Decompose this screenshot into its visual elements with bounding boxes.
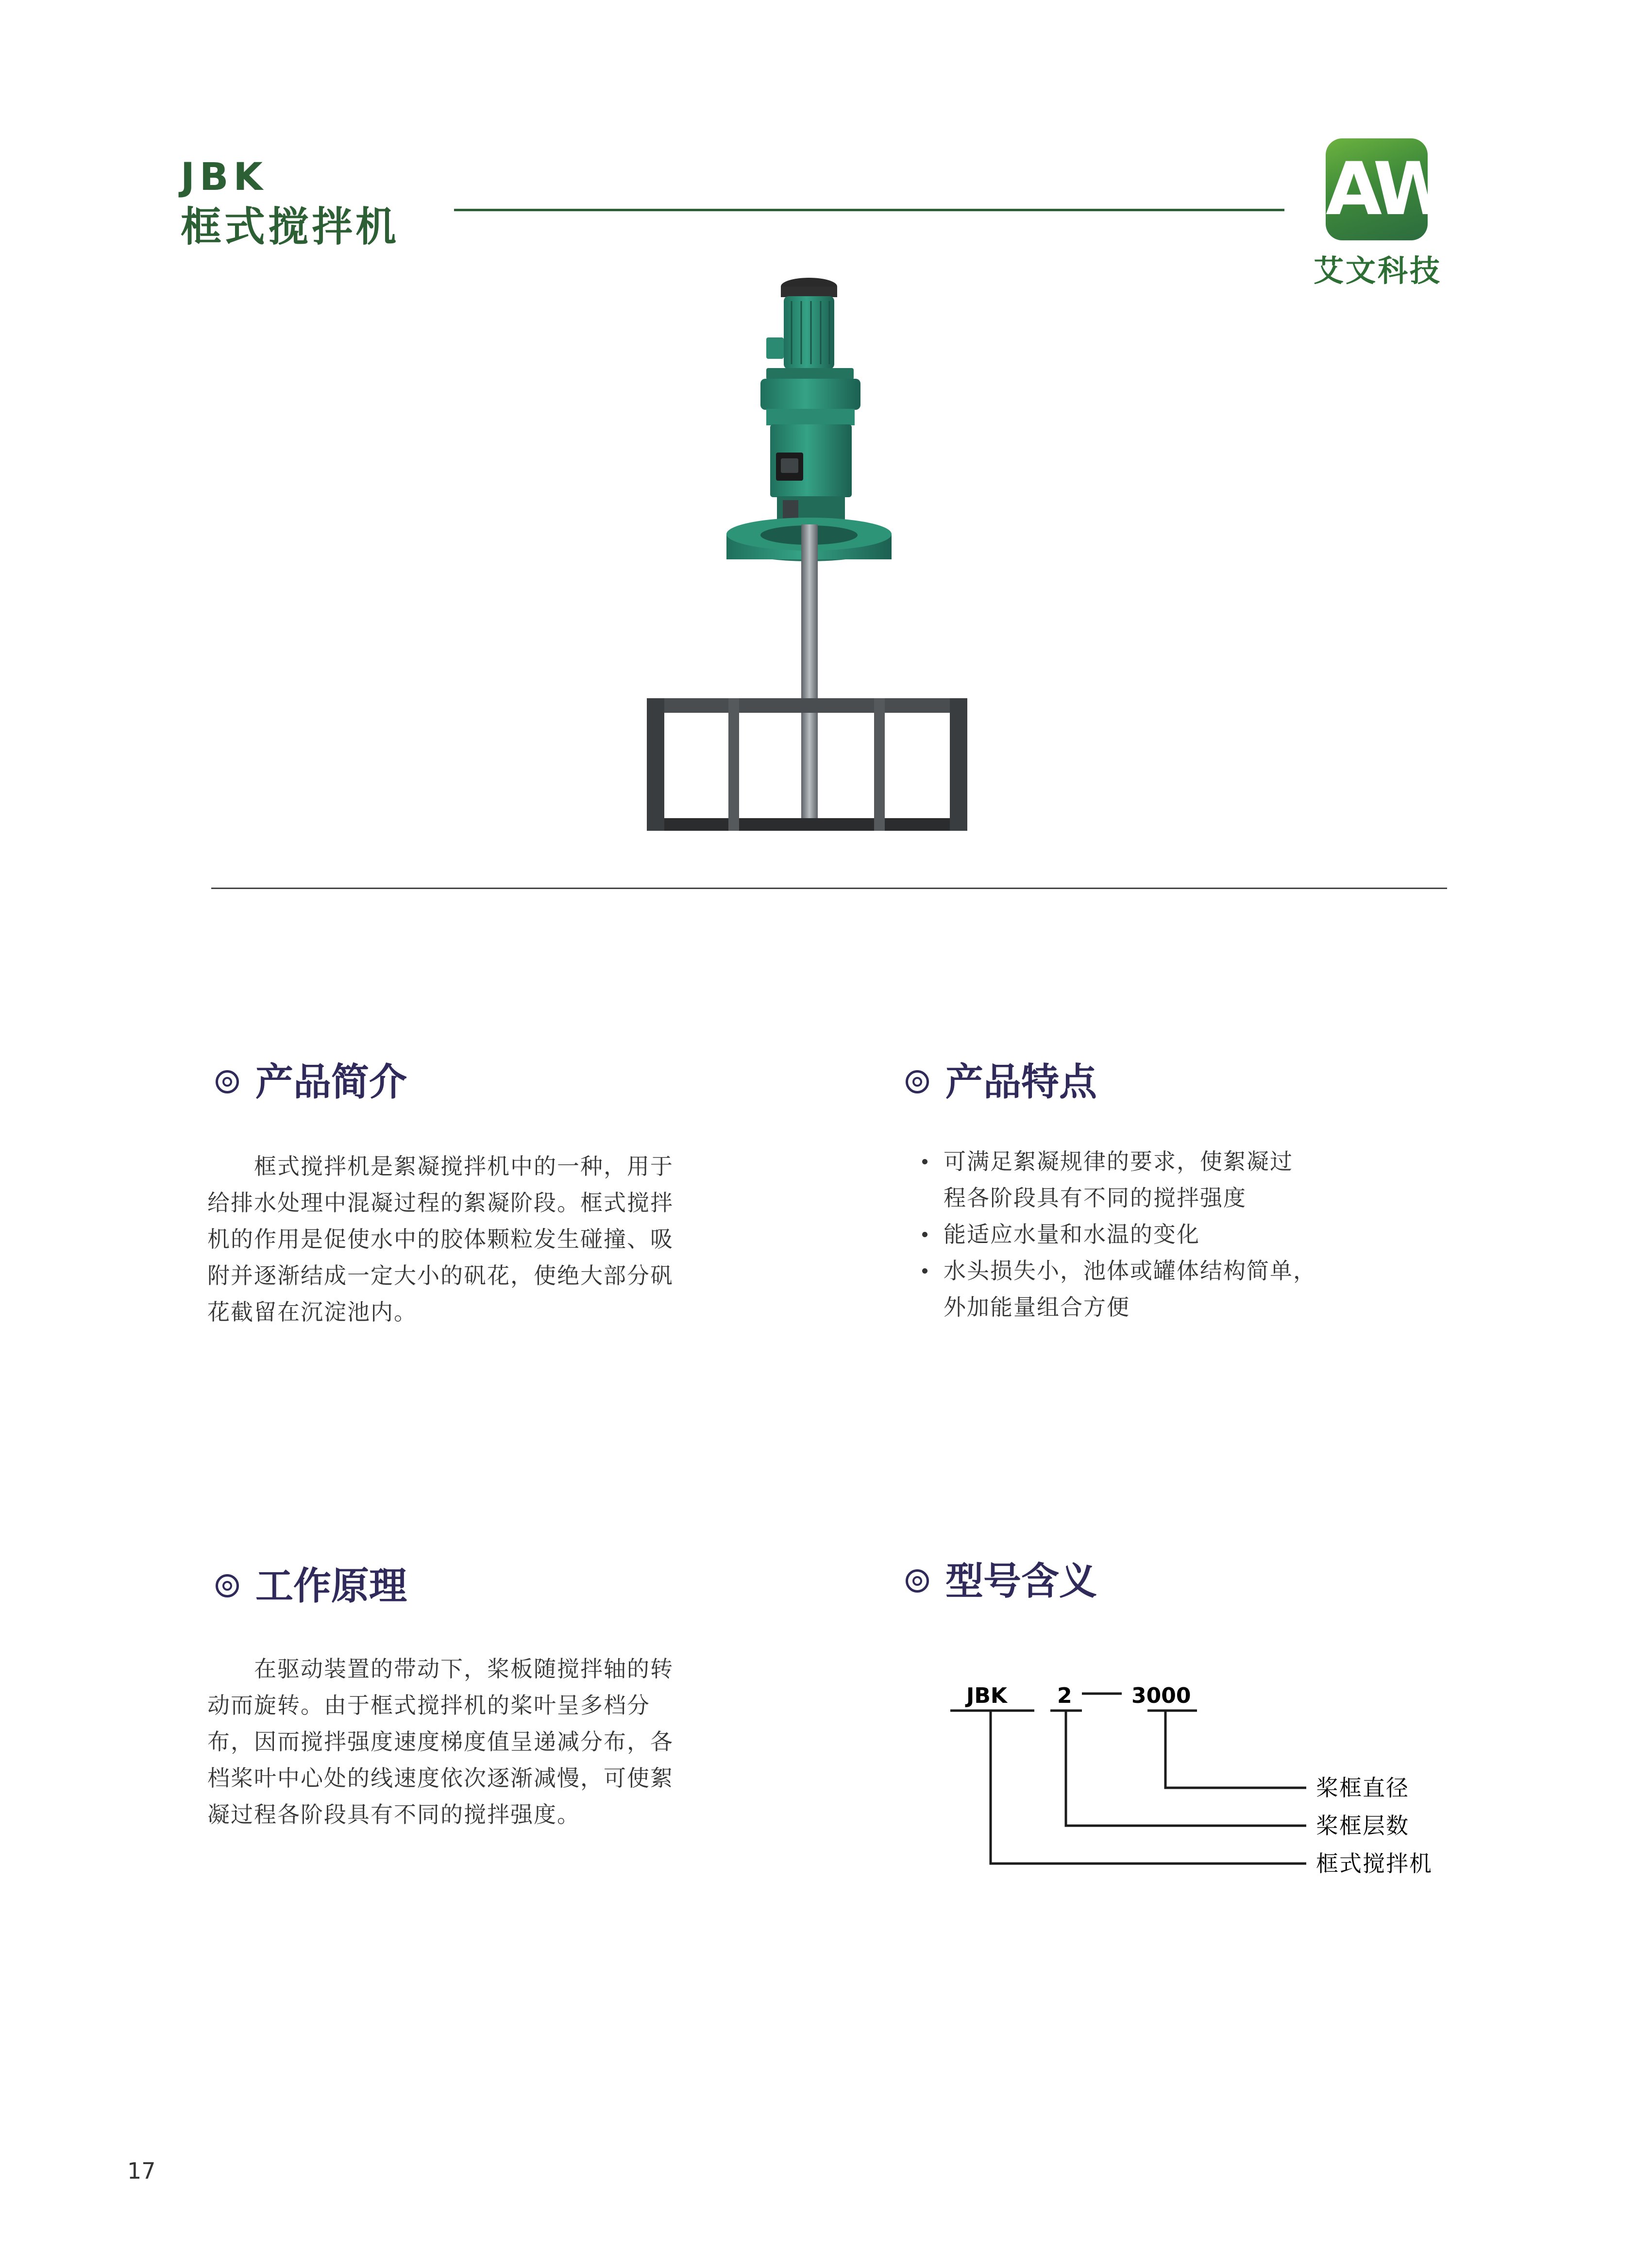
list-item [920,1143,1316,1180]
section-title-principle [216,1564,407,1608]
list-item [920,1253,1316,1289]
section-title-features-text: 产品特点 [945,1060,1097,1104]
section-title-principle-text: 工作原理 [255,1564,407,1608]
paragraph-line: 凝过程各阶段具有不同的搅拌强度。 [207,1801,580,1828]
label-series: 框式搅拌机 [1316,1850,1433,1877]
paragraph-line: 在驱动装置的带动下，桨板随搅拌轴的转 [254,1656,674,1682]
principle-paragraph [207,1651,674,1833]
list-item-text: 程各阶段具有不同的搅拌强度 [944,1185,1247,1211]
bullet-icon [922,1232,927,1237]
list-item-text: 能适应水量和水温的变化 [944,1221,1200,1247]
code-part-diameter: 3000 [1131,1683,1191,1708]
section-title-model [906,1560,1097,1603]
paragraph-line: 布，因而搅拌强度速度梯度值呈递减分布，各 [207,1729,674,1755]
section-title-model-text: 型号含义 [945,1560,1097,1603]
model-code-diagram [944,1670,1479,1884]
label-layers: 桨框层数 [1316,1813,1409,1839]
features-list [920,1143,1316,1326]
list-item-text: 可满足絮凝规律的要求，使絮凝过 [944,1148,1293,1175]
code-part-series: JBK [966,1683,1008,1708]
paragraph-line: 动而旋转。由于框式搅拌机的桨叶呈多档分 [207,1692,650,1718]
list-item-continuation [920,1289,1316,1326]
list-item [920,1216,1316,1253]
paragraph-line: 给排水处理中混凝过程的絮凝阶段。框式搅拌 [207,1190,674,1216]
model-code: JBK [181,155,268,199]
bullseye-icon [906,1070,929,1093]
brand-logo-mark: AW [1326,147,1448,232]
section-title-features [906,1060,1097,1104]
section-title-intro-text: 产品简介 [255,1060,407,1104]
list-item-continuation [920,1180,1316,1216]
paragraph-line: 附并逐渐结成一定大小的矾花，使绝大部分矾 [207,1262,674,1289]
brand-name: 艾文科技 [1313,253,1442,288]
list-item-text: 水头损失小，池体或罐体结构简单， [944,1258,1316,1284]
paragraph-line: 档桨叶中心处的线速度依次逐渐减慢，可使絮 [207,1765,674,1791]
bullseye-icon [216,1070,239,1093]
section-title-intro [216,1060,407,1104]
code-part-layers: 2 [1057,1683,1072,1708]
brand-logo [1326,138,1448,240]
bullet-icon [922,1268,927,1274]
list-item-text: 外加能量组合方便 [944,1294,1130,1320]
paragraph-line: 机的作用是促使水中的胶体颗粒发生碰撞、吸 [207,1226,674,1252]
page-number: 17 [127,2158,156,2184]
header-divider [454,209,1284,211]
label-diameter: 桨框直径 [1316,1775,1409,1801]
paragraph-line: 框式搅拌机是絮凝搅拌机中的一种，用于 [254,1153,674,1179]
bullseye-icon [216,1574,239,1597]
intro-paragraph [207,1148,674,1330]
bullseye-icon [906,1569,929,1593]
frame-agitator-machine-icon [486,262,1165,859]
bullet-icon [922,1159,927,1164]
section-divider [211,888,1447,889]
paragraph-line: 花截留在沉淀池内。 [207,1299,417,1325]
product-name: 框式搅拌机 [181,203,400,251]
